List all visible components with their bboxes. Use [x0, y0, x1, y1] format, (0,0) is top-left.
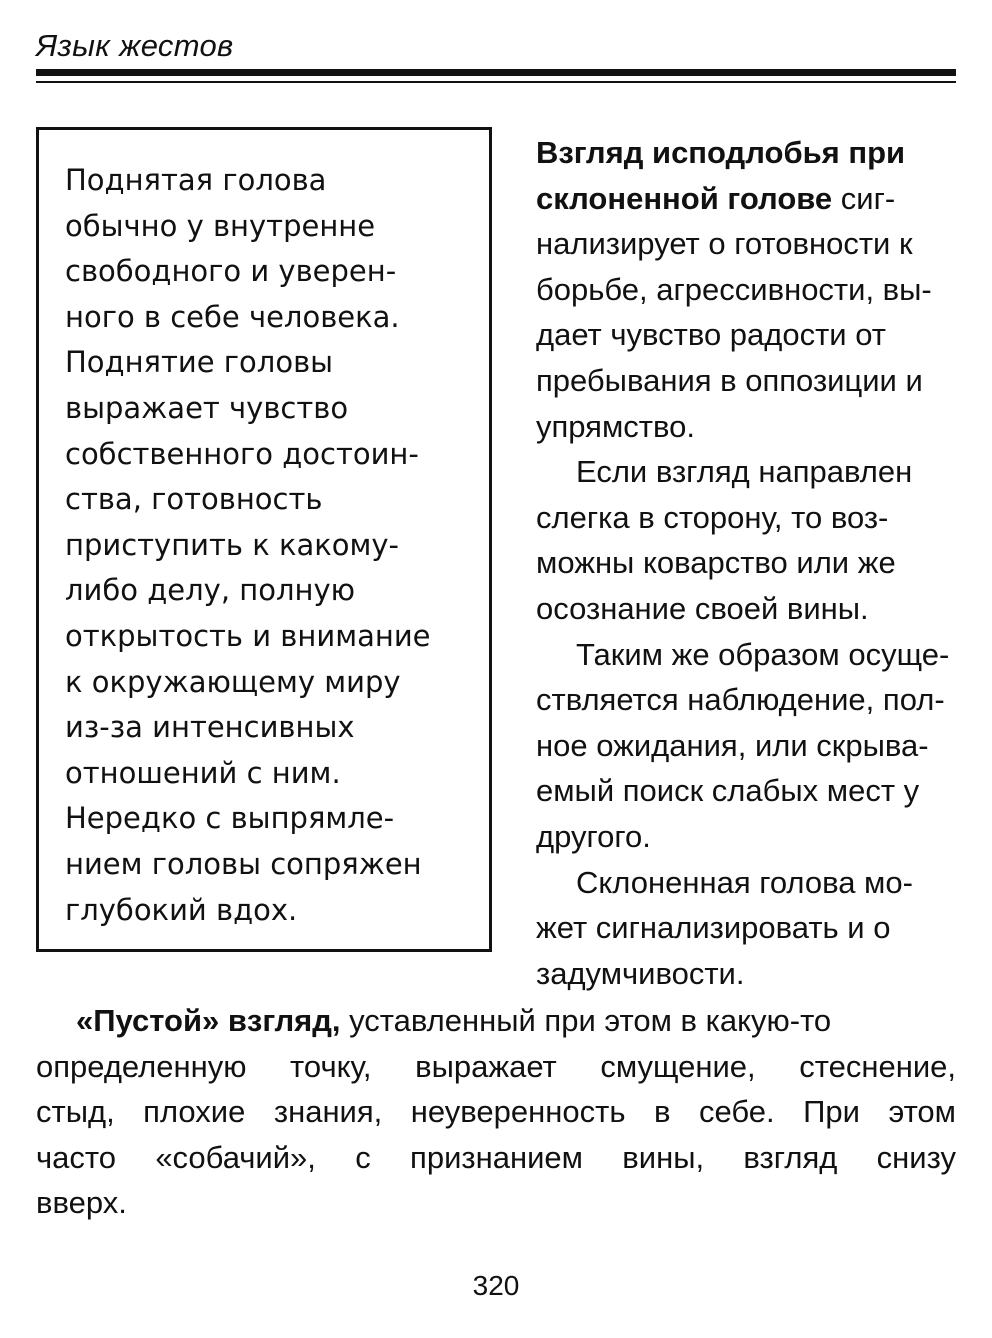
paragraph-tilted-head	[536, 860, 956, 997]
header-rule-thick	[36, 69, 956, 76]
paragraph-line	[36, 998, 956, 1044]
sidebar-line: из-за интенсивных	[65, 710, 355, 745]
sidebar-line: нием головы сопряжен	[65, 846, 422, 881]
paragraph-line: нализирует о готовности к	[536, 226, 913, 262]
sidebar-line: ства, готовность	[65, 482, 323, 517]
paragraph-line: вверх.	[36, 1185, 127, 1221]
paragraph-line: ствляется наблюдение, пол-	[536, 682, 945, 718]
paragraph-sideways-glance	[536, 449, 956, 631]
sidebar-line: отношений с ним.	[65, 755, 341, 790]
paragraph-line: пребывания в оппозиции и	[536, 362, 923, 398]
paragraph-observation	[536, 632, 956, 860]
paragraph-text: уставленный при этом в какую-то	[340, 1003, 832, 1038]
sidebar-line: обычно у внутренне	[65, 208, 376, 243]
running-header	[36, 26, 956, 66]
sidebar-line: Нередко с выпрямле-	[65, 801, 395, 836]
sidebar-line: собственного достоин-	[65, 436, 419, 471]
page-number: 320	[472, 1270, 520, 1301]
paragraph-line: стыд, плохие знания, неуверенность в себе. При этом	[36, 1094, 956, 1130]
paragraph-glance-from-under	[536, 130, 956, 449]
sidebar-line: глубокий вдох.	[65, 892, 298, 927]
paragraph-line: емый поиск слабых мест у	[536, 773, 920, 809]
paragraph-empty-glance	[36, 998, 956, 1226]
sidebar-line: Поднятая голова	[65, 163, 327, 197]
paragraph-line: другого.	[536, 818, 651, 854]
paragraph-line: задумчивости.	[536, 955, 745, 991]
sidebar-line: приступить к какому-	[65, 527, 400, 562]
paragraph-line: упрямство.	[536, 408, 695, 444]
paragraph-line: слегка в сторону, то воз-	[536, 499, 889, 535]
paragraph-text: сиг-	[832, 180, 896, 216]
running-header-title: Язык жестов	[36, 28, 234, 63]
sidebar-line: ного в себе человека.	[65, 299, 400, 334]
paragraph-line: Склоненная голова мо-	[576, 864, 913, 900]
paragraph-line: определенную точку, выражает смущение, стеснение,	[36, 1048, 956, 1084]
paragraph-line: жет сигнализировать и о	[536, 910, 891, 946]
paragraph-line: Таким же образом осуще-	[576, 636, 950, 672]
full-width-section	[36, 998, 956, 1226]
sidebar-line: свободного и уверен-	[65, 254, 397, 289]
bold-term: «Пустой» взгляд,	[76, 1003, 341, 1038]
paragraph-line: Если взгляд направлен	[576, 454, 913, 490]
sidebar-line: либо делу, полную	[65, 573, 356, 608]
sidebar-line: к окружающему миру	[65, 664, 401, 699]
paragraph-line	[536, 176, 956, 222]
paragraph-line: ное ожидания, или скрыва-	[536, 727, 929, 763]
sidebar-box	[36, 127, 492, 952]
right-column	[536, 130, 956, 996]
sidebar-line: выражает чувство	[65, 390, 349, 425]
bold-term: склоненной голове	[536, 180, 833, 216]
sidebar-line: открытость и внимание	[65, 618, 431, 653]
sidebar-text	[65, 158, 469, 933]
sidebar-line: Поднятие головы	[65, 345, 334, 380]
paragraph-line: можны коварство или же	[536, 545, 896, 581]
paragraph-line: часто «собачий», с признанием вины, взгляд снизу	[36, 1139, 956, 1175]
paragraph-line: осознание своей вины.	[536, 590, 869, 626]
bold-term-line: Взгляд исподлобья при	[536, 135, 906, 170]
paragraph-line: дает чувство радости от	[536, 317, 886, 353]
paragraph-line: борьбе, агрессивности, вы-	[536, 271, 932, 307]
header-rule-thin	[36, 81, 956, 83]
